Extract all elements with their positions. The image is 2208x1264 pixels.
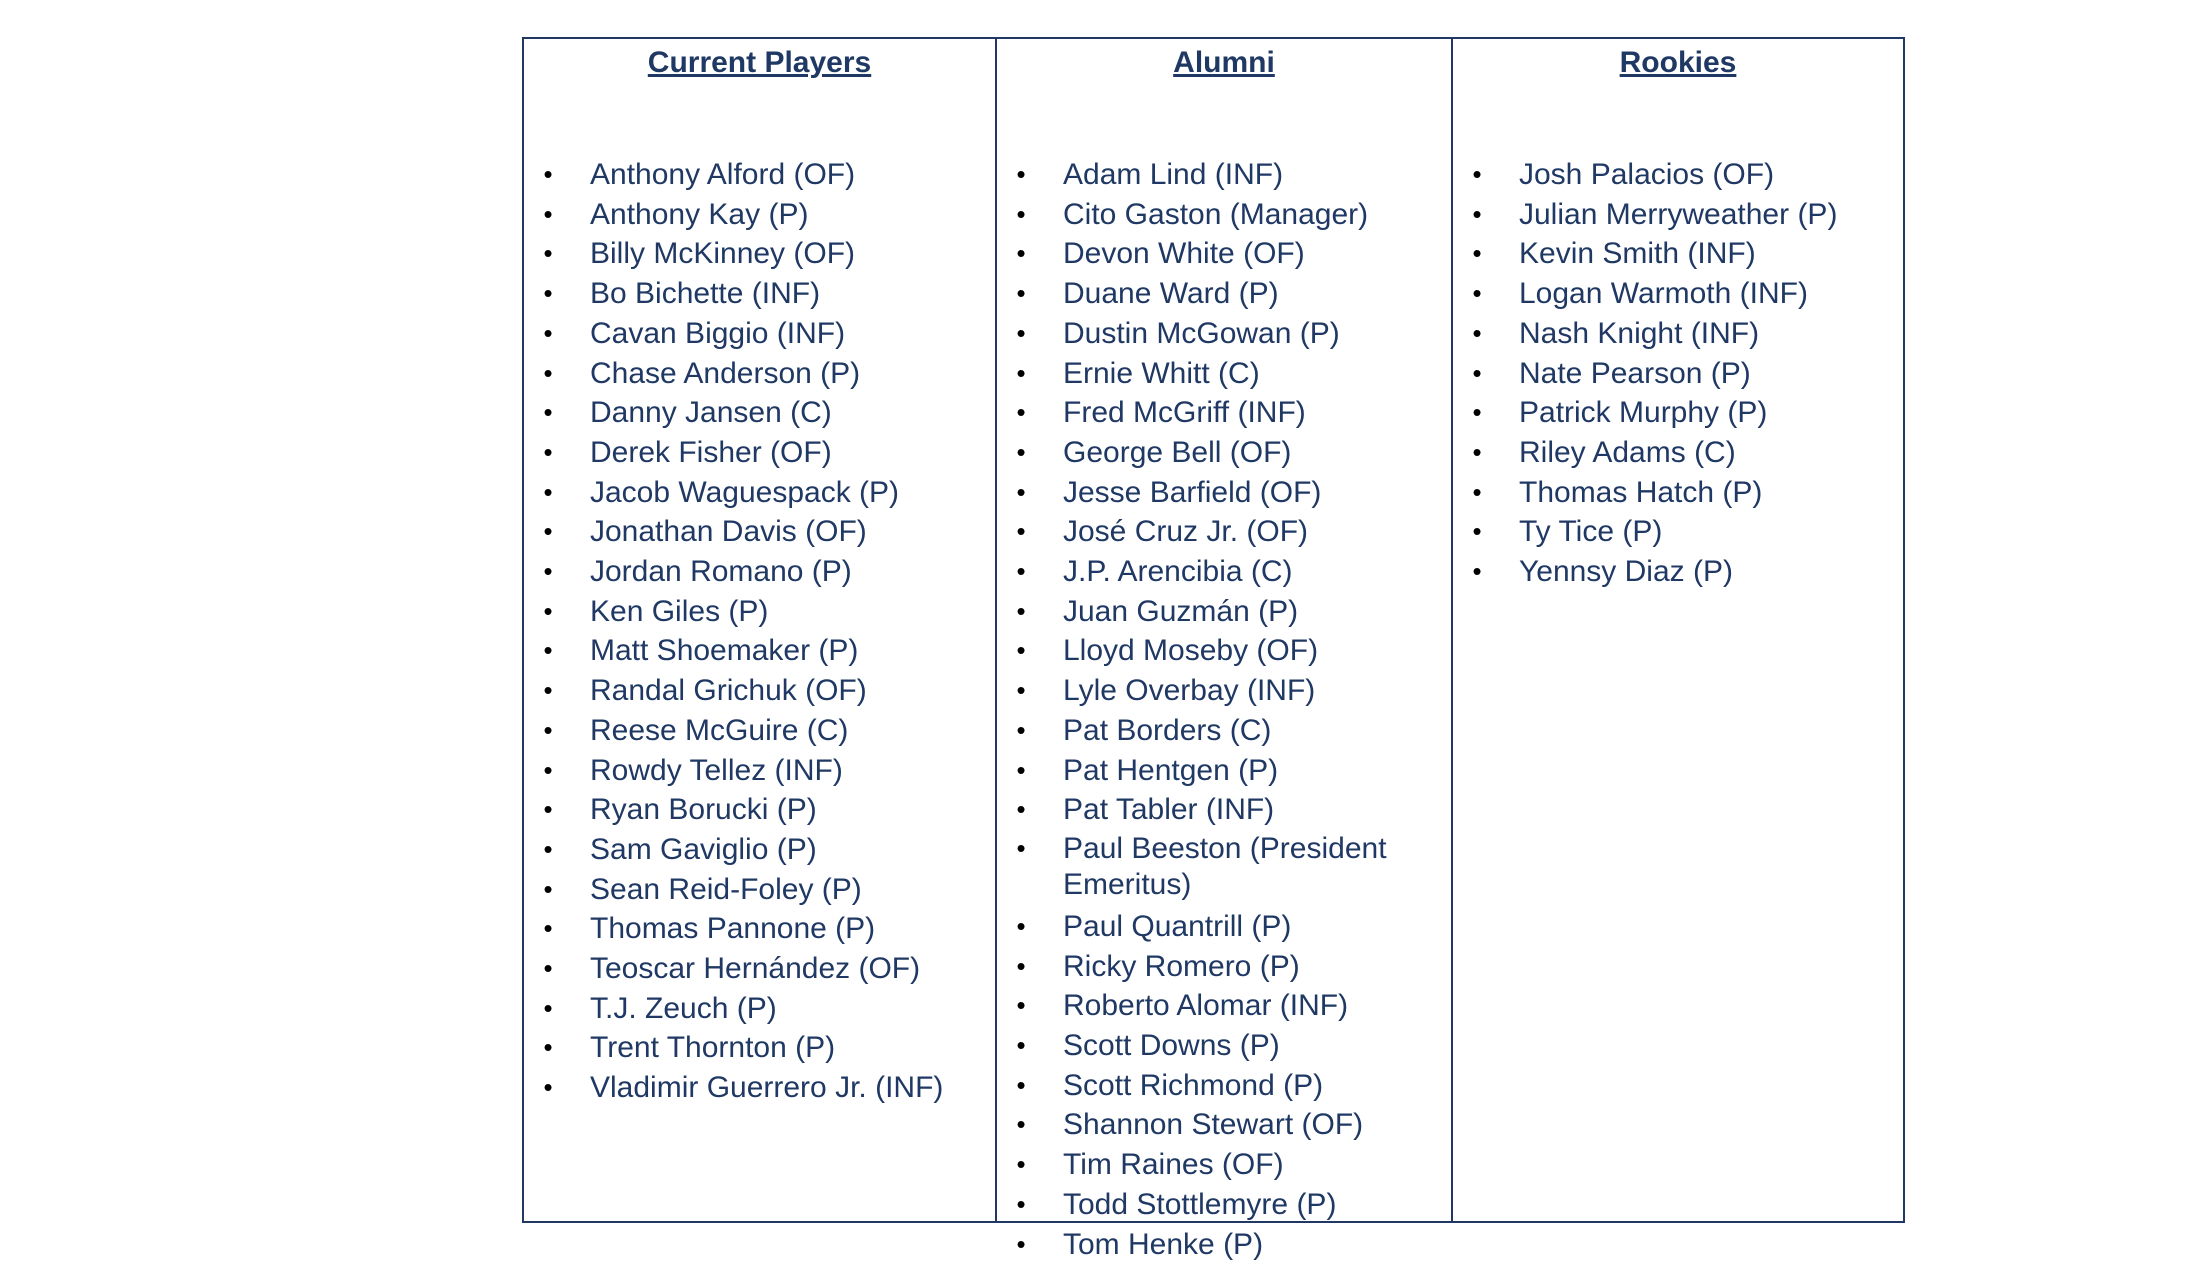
player-name: Reese McGuire (C)	[590, 713, 849, 747]
bullet-icon: •	[1472, 159, 1482, 189]
bullet-icon: •	[543, 1032, 553, 1063]
bullet-icon: •	[1016, 950, 1026, 981]
player-name: Danny Jansen (C)	[590, 396, 832, 430]
player-list-item	[524, 989, 995, 1029]
player-list-item	[1453, 314, 1903, 354]
player-list-item	[524, 354, 995, 394]
player-name: Dustin McGowan (P)	[1063, 316, 1340, 350]
player-name: Sam Gaviglio (P)	[590, 832, 817, 866]
player-list-item	[997, 631, 1451, 671]
player-list-item	[524, 631, 995, 671]
bullet-icon: •	[543, 357, 553, 388]
player-name: Juan Guzmán (P)	[1063, 594, 1299, 628]
player-list-item	[1453, 234, 1903, 274]
player-list-item	[524, 155, 995, 195]
bullet-icon: •	[1016, 436, 1026, 467]
player-list-item	[524, 195, 995, 235]
bullet-icon: •	[1016, 794, 1026, 825]
current-players-column	[524, 39, 995, 1221]
player-name: Ken Giles (P)	[590, 594, 769, 628]
player-list-item	[524, 274, 995, 314]
bullet-icon: •	[1472, 317, 1482, 348]
rookies-column	[1451, 39, 1903, 1221]
player-name: Yennsy Diaz (P)	[1519, 555, 1733, 589]
bullet-icon: •	[543, 397, 553, 428]
player-list-item	[997, 433, 1451, 473]
bullet-icon: •	[543, 913, 553, 944]
player-list-item	[1453, 155, 1903, 195]
bullet-icon: •	[543, 595, 553, 626]
player-name: Paul Beeston (President Emeritus)	[1063, 831, 1387, 901]
player-name: Ty Tice (P)	[1519, 515, 1663, 549]
player-list-item	[524, 870, 995, 910]
player-name: George Bell (OF)	[1063, 435, 1292, 469]
player-name: Jacob Waguespack (P)	[590, 475, 900, 509]
player-name: Ernie Whitt (C)	[1063, 356, 1260, 390]
player-list-item	[997, 155, 1451, 195]
player-name: Todd Stottlemyre (P)	[1063, 1187, 1337, 1221]
player-name: J.P. Arencibia (C)	[1063, 555, 1293, 589]
player-list-item	[997, 830, 1451, 907]
player-name: Lyle Overbay (INF)	[1063, 674, 1316, 708]
player-name: Jonathan Davis (OF)	[590, 515, 867, 549]
bullet-icon: •	[1016, 714, 1026, 745]
player-list-item	[997, 274, 1451, 314]
alumni-column	[995, 39, 1451, 1261]
player-name: Tom Henke (P)	[1063, 1227, 1264, 1261]
player-list-item	[524, 949, 995, 989]
player-list-item	[997, 354, 1451, 394]
bullet-icon: •	[1016, 754, 1026, 785]
player-list-item	[524, 1028, 995, 1068]
bullet-icon: •	[1472, 278, 1482, 309]
bullet-icon: •	[1016, 397, 1026, 428]
player-name: Scott Richmond (P)	[1063, 1068, 1324, 1102]
bullet-icon: •	[543, 278, 553, 309]
bullet-icon: •	[1472, 516, 1482, 547]
player-list-item	[524, 314, 995, 354]
bullet-icon: •	[543, 635, 553, 666]
player-name: Chase Anderson (P)	[590, 356, 861, 390]
player-list-item	[997, 1066, 1451, 1106]
bullet-icon: •	[1016, 1228, 1026, 1259]
player-list-item	[524, 473, 995, 513]
roster-table	[522, 37, 1905, 1261]
bullet-icon: •	[1472, 436, 1482, 467]
player-name: Matt Shoemaker (P)	[590, 634, 859, 668]
bullet-icon: •	[1472, 476, 1482, 507]
player-list-item	[997, 711, 1451, 751]
player-name: José Cruz Jr. (OF)	[1063, 515, 1309, 549]
bullet-icon: •	[543, 675, 553, 706]
player-list-item	[997, 751, 1451, 791]
bullet-icon: •	[1472, 397, 1482, 428]
alumni-list	[997, 155, 1451, 1264]
bullet-icon: •	[543, 833, 553, 864]
alumni-heading: Alumni	[1173, 46, 1275, 79]
player-list-item	[1453, 393, 1903, 433]
player-name: Devon White (OF)	[1063, 237, 1305, 271]
bullet-icon: •	[543, 317, 553, 348]
bullet-icon: •	[543, 873, 553, 904]
player-list-item	[997, 393, 1451, 433]
player-name: Anthony Kay (P)	[590, 197, 809, 231]
bullet-icon: •	[1016, 238, 1026, 269]
player-name: Logan Warmoth (INF)	[1519, 277, 1808, 311]
player-name: Tim Raines (OF)	[1063, 1148, 1284, 1182]
bullet-icon: •	[543, 794, 553, 825]
player-list-item	[1453, 195, 1903, 235]
bullet-icon: •	[543, 198, 553, 229]
player-list-item	[997, 986, 1451, 1026]
player-name: Thomas Hatch (P)	[1519, 475, 1763, 509]
bullet-icon: •	[543, 516, 553, 547]
player-list-item	[1453, 473, 1903, 513]
player-name: Sean Reid-Foley (P)	[590, 872, 862, 906]
player-list-item	[997, 671, 1451, 711]
player-list-item	[997, 1145, 1451, 1185]
player-name: Adam Lind (INF)	[1063, 158, 1284, 191]
player-list-item	[524, 671, 995, 711]
player-list-item	[524, 234, 995, 274]
bullet-icon: •	[543, 556, 553, 587]
player-list-item	[524, 393, 995, 433]
player-name: Bo Bichette (INF)	[590, 277, 821, 311]
player-list-item	[524, 1068, 995, 1108]
player-list-item	[1453, 512, 1903, 552]
player-list-item	[997, 314, 1451, 354]
player-list-item	[997, 1185, 1451, 1225]
bullet-icon: •	[1016, 675, 1026, 706]
player-name: Pat Borders (C)	[1063, 713, 1272, 747]
player-name: Jordan Romano (P)	[590, 555, 852, 589]
player-name: Derek Fisher (OF)	[590, 435, 832, 469]
bullet-icon: •	[1016, 357, 1026, 388]
bullet-icon: •	[543, 992, 553, 1023]
player-list-item	[997, 1026, 1451, 1066]
player-list-item	[524, 552, 995, 592]
bullet-icon: •	[1016, 198, 1026, 229]
bullet-icon: •	[1016, 1149, 1026, 1180]
current-players-heading: Current Players	[647, 46, 872, 79]
bullet-icon: •	[543, 159, 553, 189]
bullet-icon: •	[1472, 198, 1482, 229]
player-list-item	[997, 473, 1451, 513]
bullet-icon: •	[543, 953, 553, 984]
bullet-icon: •	[543, 754, 553, 785]
player-list-item	[997, 592, 1451, 632]
player-list-item	[997, 790, 1451, 830]
player-name: Patrick Murphy (P)	[1519, 396, 1768, 430]
player-list-item	[524, 433, 995, 473]
rookies-heading: Rookies	[1619, 46, 1737, 79]
player-list-item	[997, 947, 1451, 987]
player-list-item	[524, 592, 995, 632]
player-name: Billy McKinney (OF)	[590, 237, 856, 271]
player-list-item	[997, 1105, 1451, 1145]
player-name: Nate Pearson (P)	[1519, 356, 1751, 390]
player-list-item	[997, 907, 1451, 947]
bullet-icon: •	[1016, 556, 1026, 587]
bullet-icon: •	[1472, 357, 1482, 388]
player-name: Duane Ward (P)	[1063, 277, 1279, 311]
bullet-icon: •	[1016, 832, 1026, 863]
bullet-icon: •	[1016, 159, 1026, 189]
player-name: Paul Quantrill (P)	[1063, 909, 1292, 943]
bullet-icon: •	[1016, 1069, 1026, 1100]
bullet-icon: •	[1016, 278, 1026, 309]
bullet-icon: •	[543, 1072, 553, 1103]
bullet-icon: •	[543, 436, 553, 467]
player-list-item	[997, 234, 1451, 274]
player-name: Ryan Borucki (P)	[590, 793, 817, 827]
bullet-icon: •	[543, 476, 553, 507]
player-list-item	[524, 711, 995, 751]
player-name: Pat Hentgen (P)	[1063, 753, 1279, 787]
bullet-icon: •	[1016, 1030, 1026, 1061]
player-name: Trent Thornton (P)	[590, 1031, 836, 1065]
player-name: Pat Tabler (INF)	[1063, 793, 1275, 827]
player-name: Nash Knight (INF)	[1519, 316, 1760, 350]
player-name: Roberto Alomar (INF)	[1063, 989, 1349, 1023]
bullet-icon: •	[1016, 635, 1026, 666]
bullet-icon: •	[1016, 1188, 1026, 1219]
bullet-icon: •	[1016, 516, 1026, 547]
player-list-item	[997, 552, 1451, 592]
player-list-item	[524, 790, 995, 830]
bullet-icon: •	[1016, 595, 1026, 626]
bullet-icon: •	[1472, 556, 1482, 587]
bullet-icon: •	[543, 714, 553, 745]
player-name: Josh Palacios (OF)	[1519, 158, 1775, 191]
player-list-item	[997, 512, 1451, 552]
player-list-item	[524, 830, 995, 870]
player-list-item	[1453, 433, 1903, 473]
player-name: Julian Merryweather (P)	[1519, 197, 1838, 231]
player-list-item	[1453, 354, 1903, 394]
bullet-icon: •	[1016, 476, 1026, 507]
player-name: Scott Downs (P)	[1063, 1029, 1280, 1063]
player-list-item	[524, 512, 995, 552]
bullet-icon: •	[1016, 990, 1026, 1021]
bullet-icon: •	[1472, 238, 1482, 269]
player-list-item	[524, 909, 995, 949]
rookies-list	[1453, 155, 1903, 592]
player-name: Anthony Alford (OF)	[590, 158, 856, 191]
player-name: Kevin Smith (INF)	[1519, 237, 1756, 271]
player-name: Teoscar Hernández (OF)	[590, 952, 921, 986]
player-name: Fred McGriff (INF)	[1063, 396, 1306, 430]
current-players-list	[524, 155, 995, 1108]
player-name: Shannon Stewart (OF)	[1063, 1108, 1364, 1142]
player-name: Rowdy Tellez (INF)	[590, 753, 843, 787]
player-name: Lloyd Moseby (OF)	[1063, 634, 1319, 668]
player-name: Jesse Barfield (OF)	[1063, 475, 1322, 509]
player-name: Randal Grichuk (OF)	[590, 674, 867, 708]
player-name: Ricky Romero (P)	[1063, 949, 1300, 983]
player-name: Thomas Pannone (P)	[590, 912, 876, 946]
player-name: Riley Adams (C)	[1519, 435, 1736, 469]
player-list-item	[997, 195, 1451, 235]
player-list-item	[524, 751, 995, 791]
player-name: Cito Gaston (Manager)	[1063, 197, 1369, 231]
player-list-item	[997, 1225, 1451, 1264]
bullet-icon: •	[543, 238, 553, 269]
bullet-icon: •	[1016, 317, 1026, 348]
bullet-icon: •	[1016, 910, 1026, 941]
player-name: Cavan Biggio (INF)	[590, 316, 846, 350]
player-list-item	[1453, 274, 1903, 314]
player-name: Vladimir Guerrero Jr. (INF)	[590, 1071, 944, 1105]
player-list-item	[1453, 552, 1903, 592]
bullet-icon: •	[1016, 1109, 1026, 1140]
player-name: T.J. Zeuch (P)	[590, 991, 777, 1025]
